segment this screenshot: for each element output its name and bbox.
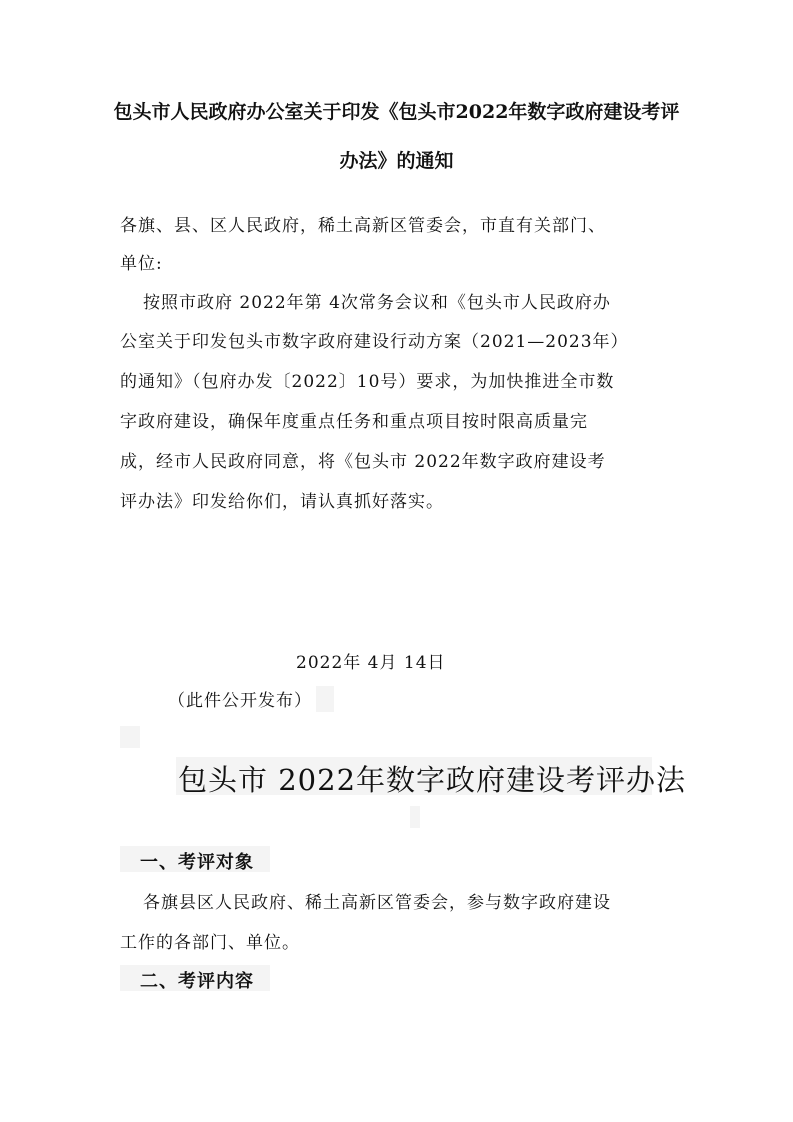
publish-note: （此件公开发布）: [168, 691, 312, 711]
section1-line: 工作的各部门、单位。: [120, 933, 300, 953]
section1-line: 各旗县区人民政府、稀土高新区管委会，参与数字政府建设: [143, 893, 611, 913]
shading-block: [410, 806, 420, 828]
body-line: 的通知》（包府办发〔2022〕10号）要求，为加快推进全市数: [120, 372, 615, 392]
body-line: 评办法》印发给你们，请认真抓好落实。: [120, 492, 444, 512]
shading-block: [120, 726, 140, 748]
notice-title-line2: 办法》的通知: [339, 150, 454, 172]
body-line: 成，经市人民政府同意，将《包头市 2022年数字政府建设考: [120, 452, 606, 472]
body-line: 字政府建设，确保年度重点任务和重点项目按时限高质量完: [120, 412, 588, 432]
recipients-line2: 单位:: [120, 254, 163, 274]
recipients-line1: 各旗、县、区人民政府，稀土高新区管委会，市直有关部门、: [120, 216, 606, 236]
measures-title: 包头市 2022年数字政府建设考评办法: [178, 763, 687, 797]
body-line: 按照市政府 2022年第 4次常务会议和《包头市人民政府办: [143, 293, 611, 313]
issue-date: 2022年 4月 14日: [296, 653, 446, 673]
section1-heading: 一、考评对象: [140, 852, 254, 873]
shading-block: [316, 686, 334, 712]
notice-title-line1: 包头市人民政府办公室关于印发《包头市2022年数字政府建设考评: [113, 101, 680, 123]
section2-heading: 二、考评内容: [140, 971, 254, 992]
body-line: 公室关于印发包头市数字政府建设行动方案（2021—2023年）: [120, 332, 629, 352]
